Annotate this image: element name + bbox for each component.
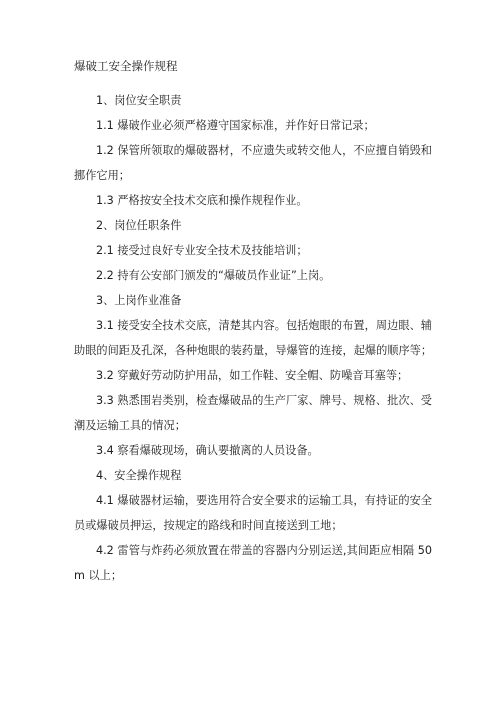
document-page: [74, 58, 432, 588]
document-title: 爆破工安全操作规程: [74, 59, 178, 73]
paragraph-3-2: 3.2 穿戴好劳动防护用品，如工作鞋、安全帽、防噪音耳塞等；: [96, 369, 409, 382]
paragraph-1-2: 1.2 保管所领取的爆破器材，不应遗失或转交他人，不应擅自销毁和挪作它用；: [74, 144, 432, 182]
paragraph-1-3: 1.3 严格按安全技术交底和操作规程作业。: [96, 194, 308, 207]
paragraph-2-1: 2.1 接受过良好专业安全技术及技能培训；: [96, 244, 308, 257]
paragraph-3-4: 3.4 察看爆破现场，确认要撤离的人员设备。: [96, 444, 319, 457]
section-heading-3: 3、上岗作业准备: [96, 294, 182, 307]
paragraph-1-1: 1.1 爆破作业必须严格遵守国家标准，并作好日常记录；: [96, 119, 375, 132]
paragraph-2-2: 2.2 持有公安部门颁发的“爆破员作业证”上岗。: [96, 269, 331, 282]
paragraph-3-3: 3.3 熟悉围岩类别，检查爆破品的生产厂家、牌号、规格、批次、受潮及运输工具的情况；: [74, 394, 432, 432]
paragraph-4-2: 4.2 雷管与炸药必须放置在带盖的容器内分别运送,其间距应相隔 50m 以上；: [74, 544, 432, 582]
section-heading-4: 4、安全操作规程: [96, 469, 182, 482]
paragraph-3-1: 3.1 接受安全技术交底，清楚其内容。包括炮眼的布置，周边眼、辅助眼的间距及孔深，各种炮眼的装药量，导爆管的连接，起爆的顺序等；: [74, 319, 433, 357]
section-heading-1: 1、岗位安全职责: [96, 94, 182, 107]
section-heading-2: 2、岗位任职条件: [96, 219, 182, 232]
paragraph-4-1: 4.1 爆破器材运输，要选用符合安全要求的运输工具，有持证的安全员或爆破员押运，按规定的路线和时间直接送到工地；: [74, 494, 432, 532]
